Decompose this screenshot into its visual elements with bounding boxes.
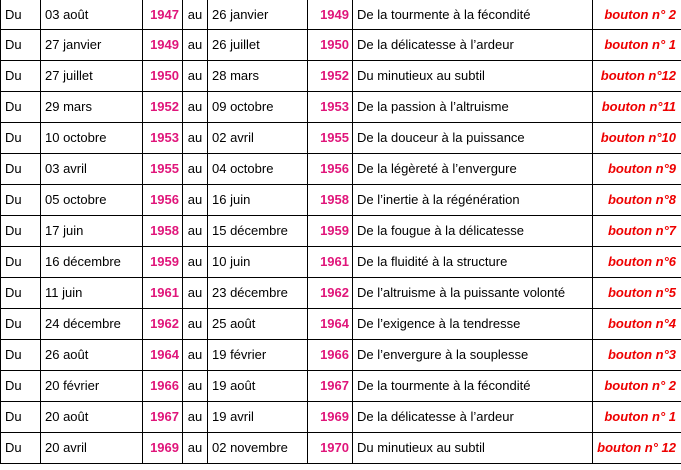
theme-cell: De la tourmente à la fécondité [353, 0, 593, 30]
end-year-cell: 1952 [308, 61, 353, 92]
to-label-cell: au [183, 123, 208, 154]
from-label-cell: Du [1, 92, 41, 123]
end-date-cell: 19 avril [208, 402, 308, 433]
start-date-cell: 27 juillet [41, 61, 143, 92]
from-label-cell: Du [1, 309, 41, 340]
start-year-cell: 1947 [143, 0, 183, 30]
button-ref-cell: bouton n° 2 [593, 371, 681, 402]
table-row [1, 216, 681, 247]
from-label-cell: Du [1, 247, 41, 278]
from-label-cell: Du [1, 371, 41, 402]
button-ref-cell: bouton n°7 [593, 216, 681, 247]
start-date-cell: 03 août [41, 0, 143, 30]
from-label-cell: Du [1, 30, 41, 61]
table-row [1, 30, 681, 61]
start-date-cell: 10 octobre [41, 123, 143, 154]
theme-cell: De la légèreté à l’envergure [353, 154, 593, 185]
start-date-cell: 27 janvier [41, 30, 143, 61]
button-ref-cell: bouton n°3 [593, 340, 681, 371]
end-date-cell: 04 octobre [208, 154, 308, 185]
theme-cell: De la délicatesse à l’ardeur [353, 30, 593, 61]
start-year-cell: 1956 [143, 185, 183, 216]
end-date-cell: 15 décembre [208, 216, 308, 247]
start-year-cell: 1966 [143, 371, 183, 402]
start-date-cell: 16 décembre [41, 247, 143, 278]
start-date-cell: 05 octobre [41, 185, 143, 216]
end-date-cell: 02 novembre [208, 433, 308, 464]
table-row [1, 92, 681, 123]
to-label-cell: au [183, 61, 208, 92]
button-ref-cell: bouton n° 2 [593, 0, 681, 30]
theme-cell: De la passion à l’altruisme [353, 92, 593, 123]
table-row [1, 61, 681, 92]
start-year-cell: 1952 [143, 92, 183, 123]
end-year-cell: 1956 [308, 154, 353, 185]
start-date-cell: 26 août [41, 340, 143, 371]
end-year-cell: 1967 [308, 371, 353, 402]
table-row [1, 340, 681, 371]
table-row [1, 185, 681, 216]
from-label-cell: Du [1, 340, 41, 371]
theme-cell: Du minutieux au subtil [353, 433, 593, 464]
button-ref-cell: bouton n°4 [593, 309, 681, 340]
theme-cell: De la délicatesse à l’ardeur [353, 402, 593, 433]
end-date-cell: 25 août [208, 309, 308, 340]
start-date-cell: 24 décembre [41, 309, 143, 340]
end-date-cell: 09 octobre [208, 92, 308, 123]
periods-table-body [1, 0, 681, 464]
end-year-cell: 1959 [308, 216, 353, 247]
table-row [1, 433, 681, 464]
start-year-cell: 1955 [143, 154, 183, 185]
button-ref-cell: bouton n°12 [593, 61, 681, 92]
start-date-cell: 29 mars [41, 92, 143, 123]
theme-cell: De la douceur à la puissance [353, 123, 593, 154]
start-year-cell: 1964 [143, 340, 183, 371]
theme-cell: De la fluidité à la structure [353, 247, 593, 278]
from-label-cell: Du [1, 278, 41, 309]
end-date-cell: 26 janvier [208, 0, 308, 30]
to-label-cell: au [183, 402, 208, 433]
from-label-cell: Du [1, 216, 41, 247]
start-year-cell: 1959 [143, 247, 183, 278]
end-year-cell: 1950 [308, 30, 353, 61]
to-label-cell: au [183, 154, 208, 185]
button-ref-cell: bouton n°6 [593, 247, 681, 278]
to-label-cell: au [183, 278, 208, 309]
end-year-cell: 1970 [308, 433, 353, 464]
theme-cell: De l’altruisme à la puissante volonté [353, 278, 593, 309]
start-date-cell: 20 août [41, 402, 143, 433]
end-date-cell: 26 juillet [208, 30, 308, 61]
from-label-cell: Du [1, 402, 41, 433]
end-date-cell: 10 juin [208, 247, 308, 278]
start-date-cell: 17 juin [41, 216, 143, 247]
start-year-cell: 1953 [143, 123, 183, 154]
table-row [1, 154, 681, 185]
end-year-cell: 1949 [308, 0, 353, 30]
start-year-cell: 1958 [143, 216, 183, 247]
start-date-cell: 03 avril [41, 154, 143, 185]
to-label-cell: au [183, 0, 208, 30]
start-year-cell: 1961 [143, 278, 183, 309]
end-year-cell: 1958 [308, 185, 353, 216]
start-year-cell: 1949 [143, 30, 183, 61]
to-label-cell: au [183, 92, 208, 123]
start-year-cell: 1969 [143, 433, 183, 464]
from-label-cell: Du [1, 123, 41, 154]
button-ref-cell: bouton n°10 [593, 123, 681, 154]
start-year-cell: 1967 [143, 402, 183, 433]
theme-cell: De l’inertie à la régénération [353, 185, 593, 216]
to-label-cell: au [183, 30, 208, 61]
from-label-cell: Du [1, 154, 41, 185]
button-ref-cell: bouton n°5 [593, 278, 681, 309]
button-ref-cell: bouton n°11 [593, 92, 681, 123]
end-year-cell: 1955 [308, 123, 353, 154]
theme-cell: De la fougue à la délicatesse [353, 216, 593, 247]
table-row [1, 247, 681, 278]
to-label-cell: au [183, 247, 208, 278]
end-date-cell: 28 mars [208, 61, 308, 92]
to-label-cell: au [183, 340, 208, 371]
table-row [1, 0, 681, 30]
from-label-cell: Du [1, 433, 41, 464]
start-date-cell: 20 avril [41, 433, 143, 464]
end-year-cell: 1969 [308, 402, 353, 433]
end-year-cell: 1961 [308, 247, 353, 278]
to-label-cell: au [183, 216, 208, 247]
start-date-cell: 11 juin [41, 278, 143, 309]
table-row [1, 123, 681, 154]
theme-cell: De la tourmente à la fécondité [353, 371, 593, 402]
table-row [1, 278, 681, 309]
end-year-cell: 1966 [308, 340, 353, 371]
end-date-cell: 16 juin [208, 185, 308, 216]
to-label-cell: au [183, 371, 208, 402]
table-row [1, 371, 681, 402]
table-row [1, 309, 681, 340]
from-label-cell: Du [1, 185, 41, 216]
start-date-cell: 20 février [41, 371, 143, 402]
to-label-cell: au [183, 309, 208, 340]
start-year-cell: 1950 [143, 61, 183, 92]
to-label-cell: au [183, 433, 208, 464]
theme-cell: De l’exigence à la tendresse [353, 309, 593, 340]
button-ref-cell: bouton n° 1 [593, 30, 681, 61]
to-label-cell: au [183, 185, 208, 216]
start-year-cell: 1962 [143, 309, 183, 340]
end-date-cell: 19 août [208, 371, 308, 402]
end-date-cell: 19 février [208, 340, 308, 371]
end-date-cell: 02 avril [208, 123, 308, 154]
end-year-cell: 1962 [308, 278, 353, 309]
from-label-cell: Du [1, 0, 41, 30]
end-year-cell: 1964 [308, 309, 353, 340]
table-row [1, 402, 681, 433]
theme-cell: De l’envergure à la souplesse [353, 340, 593, 371]
button-ref-cell: bouton n° 12 [593, 433, 681, 464]
button-ref-cell: bouton n° 1 [593, 402, 681, 433]
button-ref-cell: bouton n°9 [593, 154, 681, 185]
end-date-cell: 23 décembre [208, 278, 308, 309]
button-ref-cell: bouton n°8 [593, 185, 681, 216]
end-year-cell: 1953 [308, 92, 353, 123]
theme-cell: Du minutieux au subtil [353, 61, 593, 92]
from-label-cell: Du [1, 61, 41, 92]
